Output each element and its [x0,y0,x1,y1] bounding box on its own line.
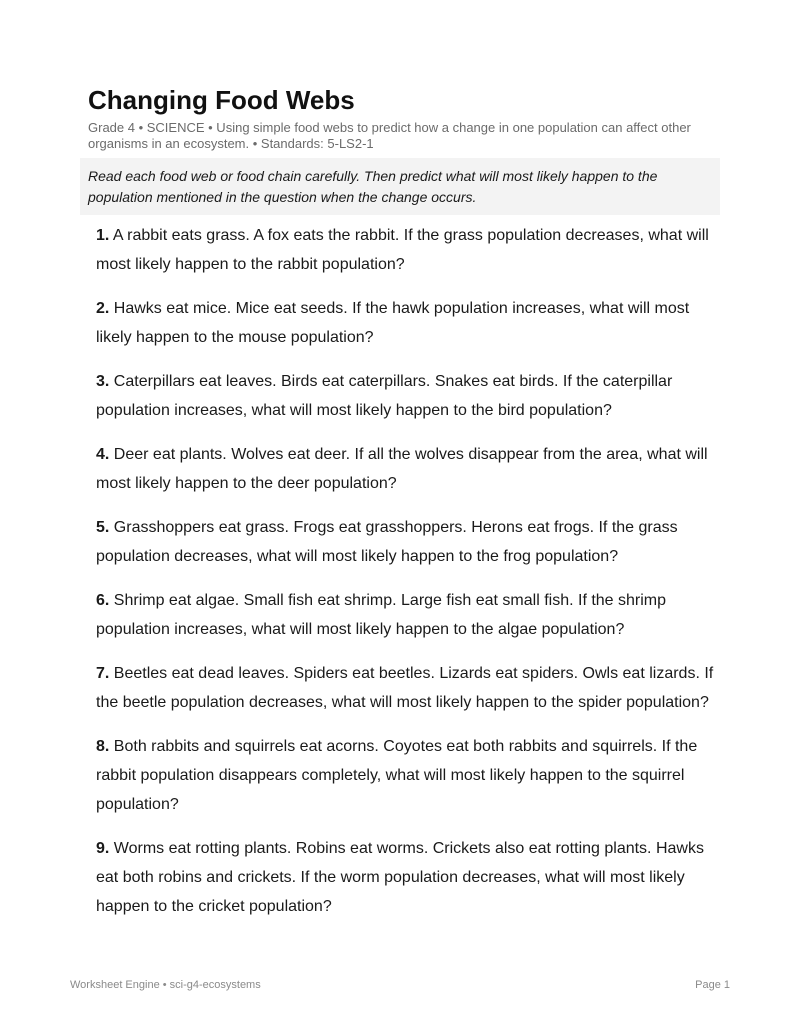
question-list [96,221,721,936]
page-title: Changing Food Webs [88,85,355,115]
question-number: 8. [96,738,110,755]
question-number: 5. [96,519,110,536]
question-text: Caterpillars eat leaves. Birds eat caterpillars. Snakes eat birds. If the caterpillar population increases, what will most likely happen to the bird population? [96,373,673,419]
question-number: 4. [96,446,110,463]
footer-page-number: Page 1 [695,979,730,991]
question-item [96,834,721,921]
question-number: 3. [96,373,110,390]
question-number: 7. [96,665,110,682]
question-item [96,440,721,498]
question-text: Hawks eat mice. Mice eat seeds. If the hawk population increases, what will most likely happen to the mouse population? [96,300,690,346]
question-text: A rabbit eats grass. A fox eats the rabbit. If the grass population decreases, what will most likely happen to the rabbit population? [96,227,709,273]
question-text: Grasshoppers eat grass. Frogs eat grasshoppers. Herons eat frogs. If the grass population decreases, what will most likely happen to the frog population? [96,519,678,565]
question-text: Worms eat rotting plants. Robins eat worms. Crickets also eat rotting plants. Hawks eat both robins and crickets. If the worm population decreases, what will most likely happen to the cricket population? [96,840,704,915]
page-subtitle: Grade 4 • SCIENCE • Using simple food webs to predict how a change in one population can affect other organisms in an ecosystem. • Standards: 5-LS2-1 [88,120,691,151]
question-item [96,367,721,425]
question-item [96,586,721,644]
question-text: Deer eat plants. Wolves eat deer. If all the wolves disappear from the area, what will most likely happen to the deer population? [96,446,708,492]
question-number: 9. [96,840,110,857]
question-number: 1. [96,227,110,244]
question-item [96,221,721,279]
question-text: Beetles eat dead leaves. Spiders eat beetles. Lizards eat spiders. Owls eat lizards. If the beetle population decreases, what will most likely happen to the spider population? [96,665,714,711]
question-item [96,732,721,819]
question-item [96,294,721,352]
question-text: Shrimp eat algae. Small fish eat shrimp. Large fish eat small fish. If the shrimp population increases, what will most likely happen to the algae population? [96,592,667,638]
footer-source: Worksheet Engine • sci-g4-ecosystems [70,979,261,991]
question-item [96,513,721,571]
question-number: 2. [96,300,110,317]
question-number: 6. [96,592,110,609]
question-text: Both rabbits and squirrels eat acorns. Coyotes eat both rabbits and squirrels. If the rabbit population disappears completely, what will most likely happen to the squirrel population? [96,738,698,813]
instructions-box: Read each food web or food chain carefully. Then predict what will most likely happen to the population mentioned in the question when the change occurs. [80,158,720,215]
question-item [96,659,721,717]
